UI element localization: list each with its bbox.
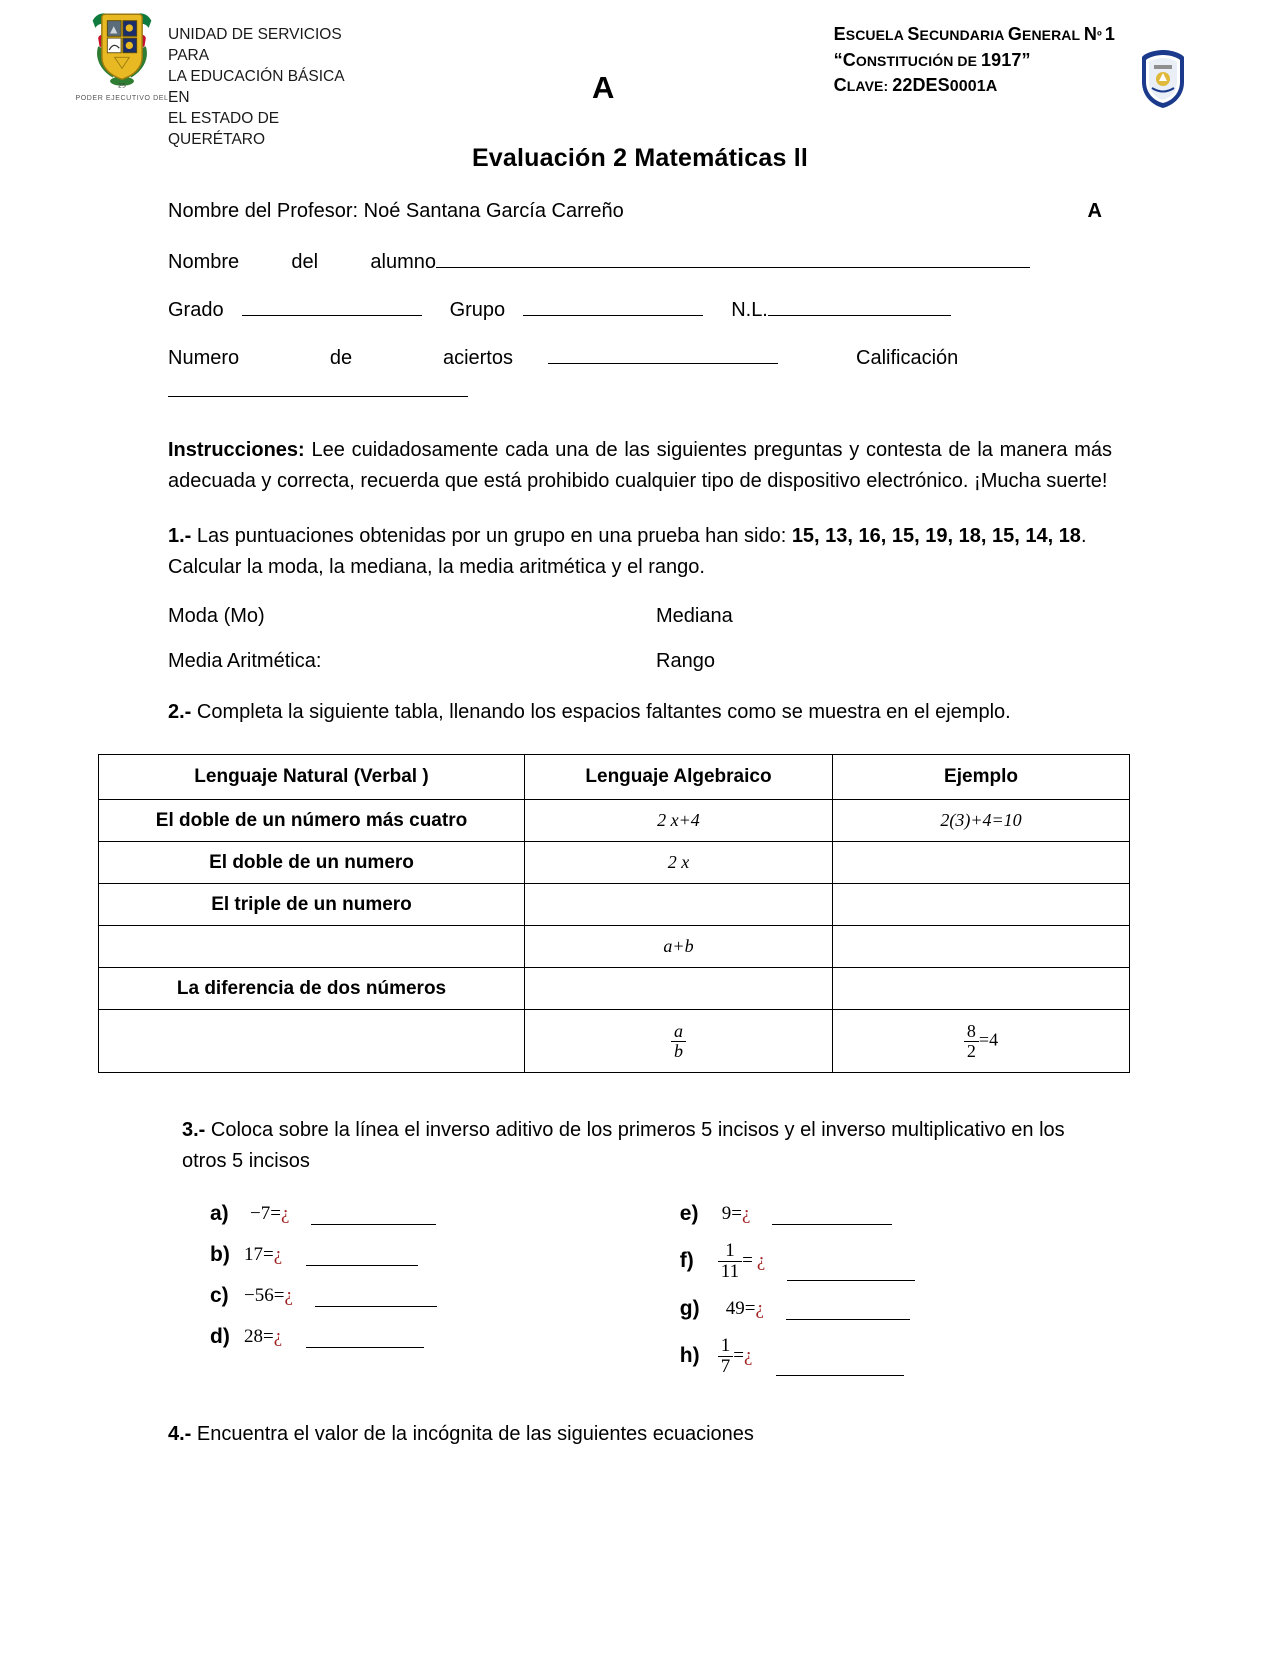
row6-algebraic[interactable] [525, 1010, 833, 1073]
table-row [99, 968, 1130, 1010]
q1-values: 15, 13, 16, 15, 19, 18, 15, 14, 18 [791, 525, 1081, 547]
correct-answers-blank[interactable] [548, 363, 778, 364]
student-name-word-1: Nombre [168, 251, 240, 273]
row3-example[interactable] [833, 884, 1130, 926]
fraction-8-over-2 [964, 1022, 979, 1061]
usebeq-line-5: EL ESTADO DE [168, 110, 280, 127]
group-blank[interactable] [523, 315, 703, 316]
row1-algebraic[interactable]: 2 x+4 [525, 800, 833, 842]
q1-moda-label: Moda (Mo) [168, 605, 265, 627]
page-header [0, 0, 1280, 148]
inciso-e-expression [714, 1203, 751, 1225]
inciso-f-expression [714, 1241, 765, 1282]
inciso-f-blank[interactable] [787, 1280, 915, 1281]
instructions-label: Instrucciones: [168, 439, 305, 461]
school-l1-e: G [1007, 24, 1022, 44]
table-row [99, 884, 1130, 926]
q3-items [168, 1193, 1112, 1383]
row2-verbal: El doble de un numero [99, 842, 525, 884]
inciso-f-numerator: 1 [725, 1239, 735, 1261]
inciso-f [680, 1234, 1112, 1288]
table-row [99, 800, 1130, 842]
row6-example[interactable] [833, 1010, 1130, 1073]
inciso-h-blank[interactable] [776, 1375, 904, 1376]
inciso-g [680, 1288, 1112, 1329]
instructions-text: Lee cuidadosamente cada una de las siguientes preguntas y contesta de la manera más adecuada y correcta, recuerda que está prohibido cualquier tipo de dispositivo electrónico. ¡Mucha suerte! [168, 439, 1112, 492]
inciso-b-blank[interactable] [306, 1265, 418, 1266]
question-3 [168, 1115, 1112, 1177]
inciso-c-question-mark: ¿ [284, 1284, 293, 1306]
page-title: Evaluación 2 Matemáticas ll [471, 144, 809, 172]
question-1 [168, 521, 1112, 583]
group-label: Grupo [449, 299, 506, 321]
q3-number: 3.- [182, 1119, 206, 1141]
fraction-1-over-11 [718, 1241, 742, 1282]
school-l1-b: SCUELA [845, 27, 908, 43]
inciso-f-equals: = [742, 1250, 753, 1271]
version-marker-professor: A [1087, 200, 1102, 222]
inciso-a [210, 1193, 680, 1234]
school-l2-c: 1917 [981, 50, 1022, 70]
inciso-b-question-mark: ¿ [273, 1243, 283, 1265]
school-l3-b: LAVE: [846, 78, 893, 94]
inciso-e-value: 9 [721, 1202, 732, 1224]
q2-number: 2.- [168, 701, 192, 723]
fraction-1-over-7 [718, 1336, 734, 1377]
table-row [99, 1010, 1130, 1073]
inciso-b [210, 1234, 680, 1275]
usebeq-text-block [168, 24, 398, 150]
q3-right-column [680, 1193, 1112, 1383]
version-marker-header: A [592, 70, 615, 105]
row2-algebraic[interactable]: 2 x [525, 842, 833, 884]
inciso-c-expression [244, 1285, 293, 1307]
inciso-e-question-mark: ¿ [742, 1202, 751, 1224]
inciso-c [210, 1275, 680, 1316]
row5-verbal: La diferencia de dos números [99, 968, 525, 1010]
inciso-d-value: 28 [244, 1325, 263, 1347]
inciso-g-equals: = [744, 1297, 756, 1319]
school-line-3 [834, 73, 1115, 99]
school-l3-d: DES [912, 75, 950, 95]
inciso-b-equals: = [263, 1243, 274, 1265]
list-number-label: N.L. [731, 299, 768, 321]
inciso-h-question-mark: ¿ [744, 1345, 753, 1366]
table-row [99, 842, 1130, 884]
school-line-1 [834, 22, 1115, 48]
row1-verbal: El doble de un número más cuatro [99, 800, 525, 842]
row5-algebraic[interactable] [525, 968, 833, 1010]
inciso-b-value: 17 [244, 1243, 263, 1265]
q1-text-b: . Calcular la moda, la mediana, la media aritmética y el rango. [168, 525, 1087, 578]
school-l1-f: ENERAL [1022, 27, 1084, 43]
inciso-b-letter: b) [210, 1242, 230, 1266]
row3-verbal: El triple de un numero [99, 884, 525, 926]
field-row-score [168, 347, 1112, 370]
q3-left-column [210, 1193, 680, 1383]
fraction-a-over-b [671, 1022, 686, 1061]
q2-text: Completa la siguiente tabla, llenando los espacios faltantes como se muestra en el ejemplo. [191, 701, 1011, 723]
q1-answer-row-2 [168, 650, 1112, 673]
inciso-g-blank[interactable] [786, 1319, 910, 1320]
q1-mediana-label: Mediana [656, 605, 733, 627]
inciso-e-blank[interactable] [772, 1224, 892, 1225]
logo-caption: PODER EJECUTIVO DEL [75, 95, 169, 102]
inciso-d [210, 1316, 680, 1357]
row2-example[interactable] [833, 842, 1130, 884]
inciso-d-question-mark: ¿ [273, 1325, 283, 1347]
language-table-wrap [0, 754, 1280, 1073]
inciso-d-expression [244, 1326, 282, 1348]
correct-word-2: de [329, 347, 353, 369]
school-name-block [834, 22, 1115, 99]
professor-label: Nombre del Profesor: Noé Santana García Carreño [168, 200, 624, 222]
table-header-algebraic: Lenguaje Algebraico [525, 755, 833, 800]
q4-text: Encuentra el valor de la incógnita de las siguientes ecuaciones [191, 1423, 754, 1445]
student-name-blank[interactable] [436, 267, 1030, 268]
grade-score-blank[interactable] [168, 396, 468, 397]
field-row-student-name [168, 251, 1112, 274]
row4-verbal[interactable] [99, 926, 525, 968]
row1-example[interactable]: 2(3)+4=10 [833, 800, 1130, 842]
row6-verbal[interactable] [99, 1010, 525, 1073]
inciso-d-letter: d) [210, 1324, 230, 1348]
grade-blank[interactable] [242, 315, 422, 316]
row6-ej-numerator: 8 [966, 1020, 976, 1041]
usebeq-line-3: LA EDUCACIÓN BÁSICA [168, 68, 345, 85]
school-l3-c: 22 [892, 75, 913, 95]
inciso-g-letter: g) [679, 1296, 700, 1320]
inciso-c-letter: c) [210, 1283, 229, 1307]
inciso-f-question-mark: ¿ [756, 1250, 766, 1271]
school-l1-c: S [907, 24, 920, 44]
school-l3-a: C [833, 75, 847, 95]
list-number-blank[interactable] [768, 315, 951, 316]
question-4 [168, 1419, 1112, 1450]
usebeq-line-2: PARA [168, 47, 210, 64]
school-l2-a: “C [833, 50, 856, 70]
instructions-paragraph [168, 435, 1112, 497]
inciso-c-blank[interactable] [315, 1306, 437, 1307]
row4-example[interactable] [833, 926, 1130, 968]
q1-text-a: Las puntuaciones obtenidas por un grupo en una prueba han sido: [191, 525, 792, 547]
school-l1-a: E [833, 24, 846, 44]
svg-text:25: 25 [117, 81, 127, 90]
table-header-verbal: Lenguaje Natural (Verbal ) [99, 755, 525, 800]
inciso-h-letter: h) [679, 1344, 700, 1367]
row6-ej-denominator: 2 [964, 1041, 979, 1061]
school-l2-b: ONSTITUCIÓN DE [855, 53, 982, 69]
correct-answers-label [168, 347, 513, 370]
inciso-f-denominator: 11 [718, 1261, 742, 1282]
school-l2-d: ” [1021, 50, 1031, 70]
inciso-f-letter: f) [679, 1249, 694, 1272]
inciso-a-value: −7 [250, 1202, 271, 1224]
student-name-word-2: del [291, 251, 319, 273]
row6-alg-denominator: b [671, 1041, 686, 1061]
usebeq-line-1: UNIDAD DE SERVICIOS [168, 26, 342, 43]
school-line-2 [834, 48, 1115, 73]
school-l1-d: ECUNDARIA [919, 27, 1008, 43]
school-l1-h: º [1097, 28, 1102, 43]
inciso-a-letter: a) [210, 1201, 229, 1225]
inciso-g-value: 49 [725, 1297, 745, 1319]
inciso-a-blank[interactable] [311, 1224, 436, 1225]
queretaro-coat-of-arms-icon [76, 6, 168, 94]
correct-word-1: Numero [168, 347, 240, 369]
row5-example[interactable] [833, 968, 1130, 1010]
exam-content-lower [0, 1115, 1280, 1450]
exam-content [0, 200, 1280, 728]
school-l1-g: N [1083, 24, 1098, 44]
field-row-grade-group [168, 299, 1112, 322]
grade-label: Grado [168, 299, 224, 321]
inciso-e-letter: e) [679, 1201, 699, 1225]
inciso-h-numerator: 1 [720, 1334, 731, 1356]
question-2 [168, 697, 1112, 728]
school-l1-i: 1 [1104, 24, 1115, 44]
inciso-a-equals: = [270, 1202, 281, 1224]
table-row [99, 926, 1130, 968]
inciso-c-value: −56 [244, 1284, 274, 1306]
row3-algebraic[interactable] [525, 884, 833, 926]
inciso-a-question-mark: ¿ [280, 1202, 290, 1224]
inciso-d-blank[interactable] [306, 1347, 424, 1348]
professor-line [168, 200, 1112, 226]
grade-score-label: Calificación [856, 347, 959, 369]
inciso-e [680, 1193, 1112, 1234]
inciso-g-question-mark: ¿ [755, 1297, 764, 1319]
language-table [98, 754, 1130, 1073]
inciso-g-expression [714, 1298, 764, 1320]
table-header-row [99, 755, 1130, 800]
row6-ej-tail: =4 [978, 1029, 999, 1050]
inciso-e-equals: = [731, 1202, 743, 1224]
inciso-d-equals: = [263, 1325, 274, 1347]
inciso-b-expression [244, 1244, 282, 1266]
usebeq-line-6: QUERÉTARO [168, 131, 266, 148]
student-name-label [168, 251, 436, 274]
inciso-a-expression [244, 1203, 289, 1225]
inciso-h-denominator: 7 [718, 1356, 734, 1377]
school-l3-e: 0001A [949, 78, 998, 95]
q1-number: 1.- [168, 525, 192, 547]
table-header-example: Ejemplo [833, 755, 1130, 800]
q4-number: 4.- [168, 1423, 192, 1445]
inciso-h-equals: = [733, 1345, 745, 1366]
q1-rango-label: Rango [656, 650, 715, 672]
q1-media-label: Media Aritmética: [168, 650, 322, 672]
correct-word-3: aciertos [442, 347, 513, 369]
school-shield-icon [1138, 48, 1188, 110]
q1-answer-row-1 [168, 605, 1112, 628]
row6-alg-numerator: a [674, 1020, 683, 1041]
q3-text: Coloca sobre la línea el inverso aditivo de los primeros 5 incisos y el inverso multiplicativo en los otros 5 incisos [182, 1119, 1065, 1172]
inciso-h [680, 1329, 1112, 1383]
student-name-word-3: alumno [370, 251, 436, 273]
usebeq-line-4: EN [168, 89, 190, 106]
row4-algebraic[interactable]: a+b [525, 926, 833, 968]
inciso-h-expression [714, 1336, 753, 1377]
inciso-c-equals: = [273, 1284, 285, 1306]
